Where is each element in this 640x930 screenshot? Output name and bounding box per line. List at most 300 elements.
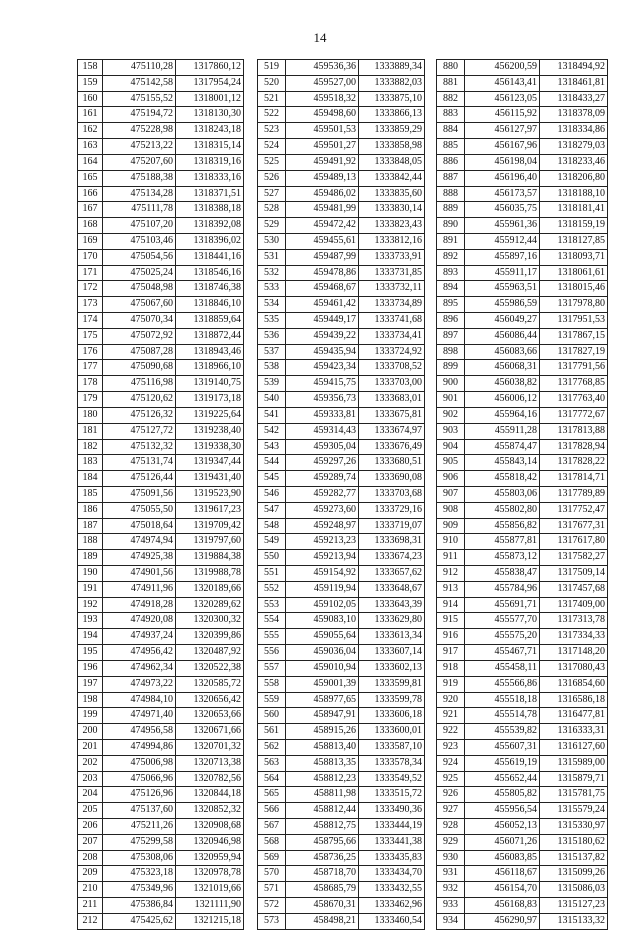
- table-row: [258, 486, 425, 502]
- x-coordinate-cell: 475072,92: [103, 328, 176, 344]
- table-row: [437, 755, 608, 771]
- table-row: [437, 581, 608, 597]
- table-row: [78, 850, 244, 866]
- point-number-cell: 207: [78, 834, 103, 850]
- table-row: [78, 423, 244, 439]
- point-number-cell: 915: [437, 613, 465, 629]
- y-coordinate-cell: 1319173,18: [176, 392, 244, 408]
- table-row: [437, 913, 608, 929]
- point-number-cell: 893: [437, 265, 465, 281]
- x-coordinate-cell: 475134,28: [103, 186, 176, 202]
- y-coordinate-cell: 1320487,92: [176, 645, 244, 661]
- x-coordinate-cell: 475299,58: [103, 834, 176, 850]
- y-coordinate-cell: 1318396,02: [176, 233, 244, 249]
- table-row: [78, 154, 244, 170]
- x-coordinate-cell: 459119,94: [286, 581, 359, 597]
- y-coordinate-cell: 1318206,80: [540, 170, 608, 186]
- x-coordinate-cell: 475228,98: [103, 123, 176, 139]
- x-coordinate-cell: 456127,97: [465, 123, 540, 139]
- table-row: [437, 423, 608, 439]
- point-number-cell: 548: [258, 518, 286, 534]
- table-row: [437, 597, 608, 613]
- point-number-cell: 884: [437, 123, 465, 139]
- point-number-cell: 206: [78, 819, 103, 835]
- y-coordinate-cell: 1315879,71: [540, 771, 608, 787]
- table-row: [437, 233, 608, 249]
- table-row: [258, 186, 425, 202]
- table-row: [258, 313, 425, 329]
- y-coordinate-cell: 1319617,23: [176, 502, 244, 518]
- y-coordinate-cell: 1317148,20: [540, 645, 608, 661]
- table-row: [78, 708, 244, 724]
- y-coordinate-cell: 1319347,44: [176, 455, 244, 471]
- point-number-cell: 570: [258, 866, 286, 882]
- point-number-cell: 208: [78, 850, 103, 866]
- x-coordinate-cell: 456068,31: [465, 360, 540, 376]
- y-coordinate-cell: 1317789,89: [540, 486, 608, 502]
- point-number-cell: 184: [78, 471, 103, 487]
- y-coordinate-cell: 1333731,85: [359, 265, 425, 281]
- y-coordinate-cell: 1318093,71: [540, 249, 608, 265]
- y-coordinate-cell: 1318494,92: [540, 60, 608, 76]
- y-coordinate-cell: 1333680,51: [359, 455, 425, 471]
- y-coordinate-cell: 1333729,16: [359, 502, 425, 518]
- x-coordinate-cell: 459487,99: [286, 249, 359, 265]
- table-row: [78, 550, 244, 566]
- table-row: [258, 91, 425, 107]
- table-row: [437, 60, 608, 76]
- y-coordinate-cell: 1317763,40: [540, 392, 608, 408]
- y-coordinate-cell: 1319238,40: [176, 423, 244, 439]
- point-number-cell: 183: [78, 455, 103, 471]
- x-coordinate-cell: 475087,28: [103, 344, 176, 360]
- table-row: [437, 328, 608, 344]
- x-coordinate-cell: 455805,82: [465, 787, 540, 803]
- x-coordinate-cell: 475048,98: [103, 281, 176, 297]
- table-row: [258, 455, 425, 471]
- point-number-cell: 898: [437, 344, 465, 360]
- point-number-cell: 521: [258, 91, 286, 107]
- x-coordinate-cell: 475111,78: [103, 202, 176, 218]
- y-coordinate-cell: 1318872,44: [176, 328, 244, 344]
- table-row: [437, 898, 608, 914]
- point-number-cell: 917: [437, 645, 465, 661]
- y-coordinate-cell: 1333675,81: [359, 407, 425, 423]
- point-number-cell: 899: [437, 360, 465, 376]
- point-number-cell: 552: [258, 581, 286, 597]
- x-coordinate-cell: 456086,44: [465, 328, 540, 344]
- point-number-cell: 551: [258, 566, 286, 582]
- point-number-cell: 905: [437, 455, 465, 471]
- table-row: [437, 787, 608, 803]
- y-coordinate-cell: 1318546,16: [176, 265, 244, 281]
- table-row: [78, 233, 244, 249]
- table-row: [258, 676, 425, 692]
- table-row: [258, 645, 425, 661]
- table-row: [78, 75, 244, 91]
- y-coordinate-cell: 1318188,10: [540, 186, 608, 202]
- y-coordinate-cell: 1315989,00: [540, 755, 608, 771]
- table-row: [258, 771, 425, 787]
- point-number-cell: 188: [78, 534, 103, 550]
- point-number-cell: 534: [258, 297, 286, 313]
- x-coordinate-cell: 459501,53: [286, 123, 359, 139]
- table-row: [437, 534, 608, 550]
- table-row: [78, 486, 244, 502]
- y-coordinate-cell: 1317954,24: [176, 75, 244, 91]
- table-row: [258, 597, 425, 613]
- point-number-cell: 211: [78, 898, 103, 914]
- x-coordinate-cell: 459102,05: [286, 597, 359, 613]
- x-coordinate-cell: 475137,60: [103, 803, 176, 819]
- table-row: [258, 407, 425, 423]
- table-row: [78, 913, 244, 929]
- table-row: [78, 107, 244, 123]
- point-number-cell: 925: [437, 771, 465, 787]
- point-number-cell: 203: [78, 771, 103, 787]
- y-coordinate-cell: 1317313,78: [540, 613, 608, 629]
- x-coordinate-cell: 459423,34: [286, 360, 359, 376]
- table-row: [78, 771, 244, 787]
- y-coordinate-cell: 1333848,05: [359, 154, 425, 170]
- y-coordinate-cell: 1333587,10: [359, 739, 425, 755]
- coordinates-table-2: [257, 59, 425, 930]
- x-coordinate-cell: 458718,70: [286, 866, 359, 882]
- y-coordinate-cell: 1333719,07: [359, 518, 425, 534]
- point-number-cell: 212: [78, 913, 103, 929]
- point-number-cell: 922: [437, 724, 465, 740]
- x-coordinate-cell: 459305,04: [286, 439, 359, 455]
- point-number-cell: 564: [258, 771, 286, 787]
- table-row: [78, 613, 244, 629]
- x-coordinate-cell: 456083,85: [465, 850, 540, 866]
- y-coordinate-cell: 1320946,98: [176, 834, 244, 850]
- table-row: [437, 834, 608, 850]
- point-number-cell: 550: [258, 550, 286, 566]
- point-number-cell: 923: [437, 739, 465, 755]
- table-row: [258, 202, 425, 218]
- x-coordinate-cell: 459455,61: [286, 233, 359, 249]
- point-number-cell: 542: [258, 423, 286, 439]
- x-coordinate-cell: 455467,71: [465, 645, 540, 661]
- point-number-cell: 160: [78, 91, 103, 107]
- table-row: [258, 502, 425, 518]
- y-coordinate-cell: 1333490,36: [359, 803, 425, 819]
- x-coordinate-cell: 455619,19: [465, 755, 540, 771]
- point-number-cell: 165: [78, 170, 103, 186]
- point-number-cell: 907: [437, 486, 465, 502]
- y-coordinate-cell: 1333607,14: [359, 645, 425, 661]
- x-coordinate-cell: 475090,68: [103, 360, 176, 376]
- x-coordinate-cell: 475126,32: [103, 407, 176, 423]
- x-coordinate-cell: 458812,23: [286, 771, 359, 787]
- x-coordinate-cell: 459501,27: [286, 139, 359, 155]
- x-coordinate-cell: 455518,18: [465, 692, 540, 708]
- y-coordinate-cell: 1318943,46: [176, 344, 244, 360]
- y-coordinate-cell: 1321215,18: [176, 913, 244, 929]
- table-row: [78, 202, 244, 218]
- table-row: [437, 170, 608, 186]
- y-coordinate-cell: 1333599,78: [359, 692, 425, 708]
- x-coordinate-cell: 459248,97: [286, 518, 359, 534]
- y-coordinate-cell: 1320399,86: [176, 629, 244, 645]
- point-number-cell: 919: [437, 676, 465, 692]
- x-coordinate-cell: 475425,62: [103, 913, 176, 929]
- table-row: [437, 471, 608, 487]
- point-number-cell: 185: [78, 486, 103, 502]
- y-coordinate-cell: 1317827,19: [540, 344, 608, 360]
- table-row: [78, 724, 244, 740]
- point-number-cell: 572: [258, 898, 286, 914]
- table-row: [258, 739, 425, 755]
- x-coordinate-cell: 475142,58: [103, 75, 176, 91]
- x-coordinate-cell: 475067,60: [103, 297, 176, 313]
- table-row: [258, 708, 425, 724]
- x-coordinate-cell: 455803,06: [465, 486, 540, 502]
- y-coordinate-cell: 1319523,90: [176, 486, 244, 502]
- y-coordinate-cell: 1317080,43: [540, 660, 608, 676]
- x-coordinate-cell: 474971,40: [103, 708, 176, 724]
- y-coordinate-cell: 1318319,16: [176, 154, 244, 170]
- table-row: [78, 597, 244, 613]
- point-number-cell: 904: [437, 439, 465, 455]
- y-coordinate-cell: 1320959,94: [176, 850, 244, 866]
- point-number-cell: 178: [78, 376, 103, 392]
- table-row: [258, 550, 425, 566]
- table-row: [437, 439, 608, 455]
- x-coordinate-cell: 459289,74: [286, 471, 359, 487]
- x-coordinate-cell: 475070,34: [103, 313, 176, 329]
- point-number-cell: 198: [78, 692, 103, 708]
- point-number-cell: 913: [437, 581, 465, 597]
- point-number-cell: 179: [78, 392, 103, 408]
- y-coordinate-cell: 1318846,10: [176, 297, 244, 313]
- table-row: [437, 91, 608, 107]
- x-coordinate-cell: 458685,79: [286, 882, 359, 898]
- table-row: [258, 692, 425, 708]
- y-coordinate-cell: 1320844,18: [176, 787, 244, 803]
- x-coordinate-cell: 455911,28: [465, 423, 540, 439]
- table-row: [437, 75, 608, 91]
- y-coordinate-cell: 1333703,68: [359, 486, 425, 502]
- table-row: [437, 850, 608, 866]
- point-number-cell: 169: [78, 233, 103, 249]
- table-row: [258, 913, 425, 929]
- y-coordinate-cell: 1316127,60: [540, 739, 608, 755]
- table-row: [78, 60, 244, 76]
- y-coordinate-cell: 1319338,30: [176, 439, 244, 455]
- x-coordinate-cell: 455873,12: [465, 550, 540, 566]
- y-coordinate-cell: 1320300,32: [176, 613, 244, 629]
- point-number-cell: 174: [78, 313, 103, 329]
- point-number-cell: 916: [437, 629, 465, 645]
- y-coordinate-cell: 1333462,96: [359, 898, 425, 914]
- table-row: [78, 313, 244, 329]
- table-row: [78, 834, 244, 850]
- x-coordinate-cell: 455458,11: [465, 660, 540, 676]
- table-row: [437, 550, 608, 566]
- y-coordinate-cell: 1321111,90: [176, 898, 244, 914]
- x-coordinate-cell: 455607,31: [465, 739, 540, 755]
- y-coordinate-cell: 1333858,98: [359, 139, 425, 155]
- y-coordinate-cell: 1317457,68: [540, 581, 608, 597]
- x-coordinate-cell: 455838,47: [465, 566, 540, 582]
- table-row: [78, 882, 244, 898]
- x-coordinate-cell: 459478,86: [286, 265, 359, 281]
- x-coordinate-cell: 475308,06: [103, 850, 176, 866]
- point-number-cell: 180: [78, 407, 103, 423]
- table-row: [258, 518, 425, 534]
- point-number-cell: 520: [258, 75, 286, 91]
- x-coordinate-cell: 459083,10: [286, 613, 359, 629]
- y-coordinate-cell: 1320289,62: [176, 597, 244, 613]
- x-coordinate-cell: 459518,32: [286, 91, 359, 107]
- y-coordinate-cell: 1333859,29: [359, 123, 425, 139]
- table-row: [258, 265, 425, 281]
- y-coordinate-cell: 1317814,71: [540, 471, 608, 487]
- y-coordinate-cell: 1333734,89: [359, 297, 425, 313]
- table-row: [258, 233, 425, 249]
- x-coordinate-cell: 458811,98: [286, 787, 359, 803]
- x-coordinate-cell: 456123,05: [465, 91, 540, 107]
- point-number-cell: 554: [258, 613, 286, 629]
- y-coordinate-cell: 1318371,51: [176, 186, 244, 202]
- table-row: [437, 613, 608, 629]
- x-coordinate-cell: 459468,67: [286, 281, 359, 297]
- x-coordinate-cell: 456071,26: [465, 834, 540, 850]
- table-row: [258, 660, 425, 676]
- table-row: [258, 75, 425, 91]
- y-coordinate-cell: 1317828,94: [540, 439, 608, 455]
- y-coordinate-cell: 1315086,03: [540, 882, 608, 898]
- point-number-cell: 170: [78, 249, 103, 265]
- y-coordinate-cell: 1320978,78: [176, 866, 244, 882]
- x-coordinate-cell: 455575,20: [465, 629, 540, 645]
- x-coordinate-cell: 475066,96: [103, 771, 176, 787]
- point-number-cell: 189: [78, 550, 103, 566]
- y-coordinate-cell: 1317828,22: [540, 455, 608, 471]
- table-row: [437, 360, 608, 376]
- x-coordinate-cell: 455874,47: [465, 439, 540, 455]
- table-row: [437, 186, 608, 202]
- table-row: [78, 91, 244, 107]
- table-row: [258, 139, 425, 155]
- table-row: [78, 787, 244, 803]
- y-coordinate-cell: 1317813,88: [540, 423, 608, 439]
- table-row: [78, 581, 244, 597]
- x-coordinate-cell: 475091,56: [103, 486, 176, 502]
- x-coordinate-cell: 475116,98: [103, 376, 176, 392]
- point-number-cell: 553: [258, 597, 286, 613]
- x-coordinate-cell: 456167,96: [465, 139, 540, 155]
- x-coordinate-cell: 455566,86: [465, 676, 540, 692]
- table-row: [78, 123, 244, 139]
- y-coordinate-cell: 1318441,16: [176, 249, 244, 265]
- x-coordinate-cell: 456049,27: [465, 313, 540, 329]
- table-row: [78, 739, 244, 755]
- y-coordinate-cell: 1320908,68: [176, 819, 244, 835]
- table-row: [258, 249, 425, 265]
- table-row: [78, 866, 244, 882]
- x-coordinate-cell: 458915,26: [286, 724, 359, 740]
- y-coordinate-cell: 1315137,82: [540, 850, 608, 866]
- x-coordinate-cell: 475132,32: [103, 439, 176, 455]
- table-row: [437, 154, 608, 170]
- point-number-cell: 891: [437, 233, 465, 249]
- x-coordinate-cell: 459527,00: [286, 75, 359, 91]
- point-number-cell: 929: [437, 834, 465, 850]
- point-number-cell: 894: [437, 281, 465, 297]
- y-coordinate-cell: 1333683,01: [359, 392, 425, 408]
- x-coordinate-cell: 456118,67: [465, 866, 540, 882]
- table-row: [258, 439, 425, 455]
- table-row: [78, 360, 244, 376]
- y-coordinate-cell: 1333835,60: [359, 186, 425, 202]
- y-coordinate-cell: 1333578,34: [359, 755, 425, 771]
- y-coordinate-cell: 1320189,66: [176, 581, 244, 597]
- y-coordinate-cell: 1318130,30: [176, 107, 244, 123]
- point-number-cell: 901: [437, 392, 465, 408]
- table-row: [258, 344, 425, 360]
- table-row: [437, 660, 608, 676]
- y-coordinate-cell: 1333600,01: [359, 724, 425, 740]
- table-row: [437, 202, 608, 218]
- table-row: [78, 376, 244, 392]
- point-number-cell: 920: [437, 692, 465, 708]
- y-coordinate-cell: 1318181,41: [540, 202, 608, 218]
- point-number-cell: 906: [437, 471, 465, 487]
- point-number-cell: 910: [437, 534, 465, 550]
- table-row: [437, 313, 608, 329]
- y-coordinate-cell: 1320653,66: [176, 708, 244, 724]
- point-number-cell: 895: [437, 297, 465, 313]
- y-coordinate-cell: 1318966,10: [176, 360, 244, 376]
- point-number-cell: 896: [437, 313, 465, 329]
- table-row: [78, 455, 244, 471]
- table-row: [78, 392, 244, 408]
- point-number-cell: 182: [78, 439, 103, 455]
- y-coordinate-cell: 1320782,56: [176, 771, 244, 787]
- y-coordinate-cell: 1321019,66: [176, 882, 244, 898]
- x-coordinate-cell: 459010,94: [286, 660, 359, 676]
- point-number-cell: 202: [78, 755, 103, 771]
- point-number-cell: 529: [258, 218, 286, 234]
- y-coordinate-cell: 1333434,70: [359, 866, 425, 882]
- y-coordinate-cell: 1318746,38: [176, 281, 244, 297]
- y-coordinate-cell: 1319797,60: [176, 534, 244, 550]
- point-number-cell: 162: [78, 123, 103, 139]
- point-number-cell: 539: [258, 376, 286, 392]
- y-coordinate-cell: 1317617,80: [540, 534, 608, 550]
- x-coordinate-cell: 459273,60: [286, 502, 359, 518]
- x-coordinate-cell: 455843,14: [465, 455, 540, 471]
- x-coordinate-cell: 455956,54: [465, 803, 540, 819]
- table-row: [78, 265, 244, 281]
- table-row: [78, 755, 244, 771]
- x-coordinate-cell: 475126,44: [103, 471, 176, 487]
- y-coordinate-cell: 1333606,18: [359, 708, 425, 724]
- x-coordinate-cell: 474911,96: [103, 581, 176, 597]
- point-number-cell: 158: [78, 60, 103, 76]
- table-row: [258, 170, 425, 186]
- y-coordinate-cell: 1333698,31: [359, 534, 425, 550]
- y-coordinate-cell: 1317509,14: [540, 566, 608, 582]
- table-row: [78, 249, 244, 265]
- point-number-cell: 560: [258, 708, 286, 724]
- point-number-cell: 931: [437, 866, 465, 882]
- point-number-cell: 900: [437, 376, 465, 392]
- point-number-cell: 543: [258, 439, 286, 455]
